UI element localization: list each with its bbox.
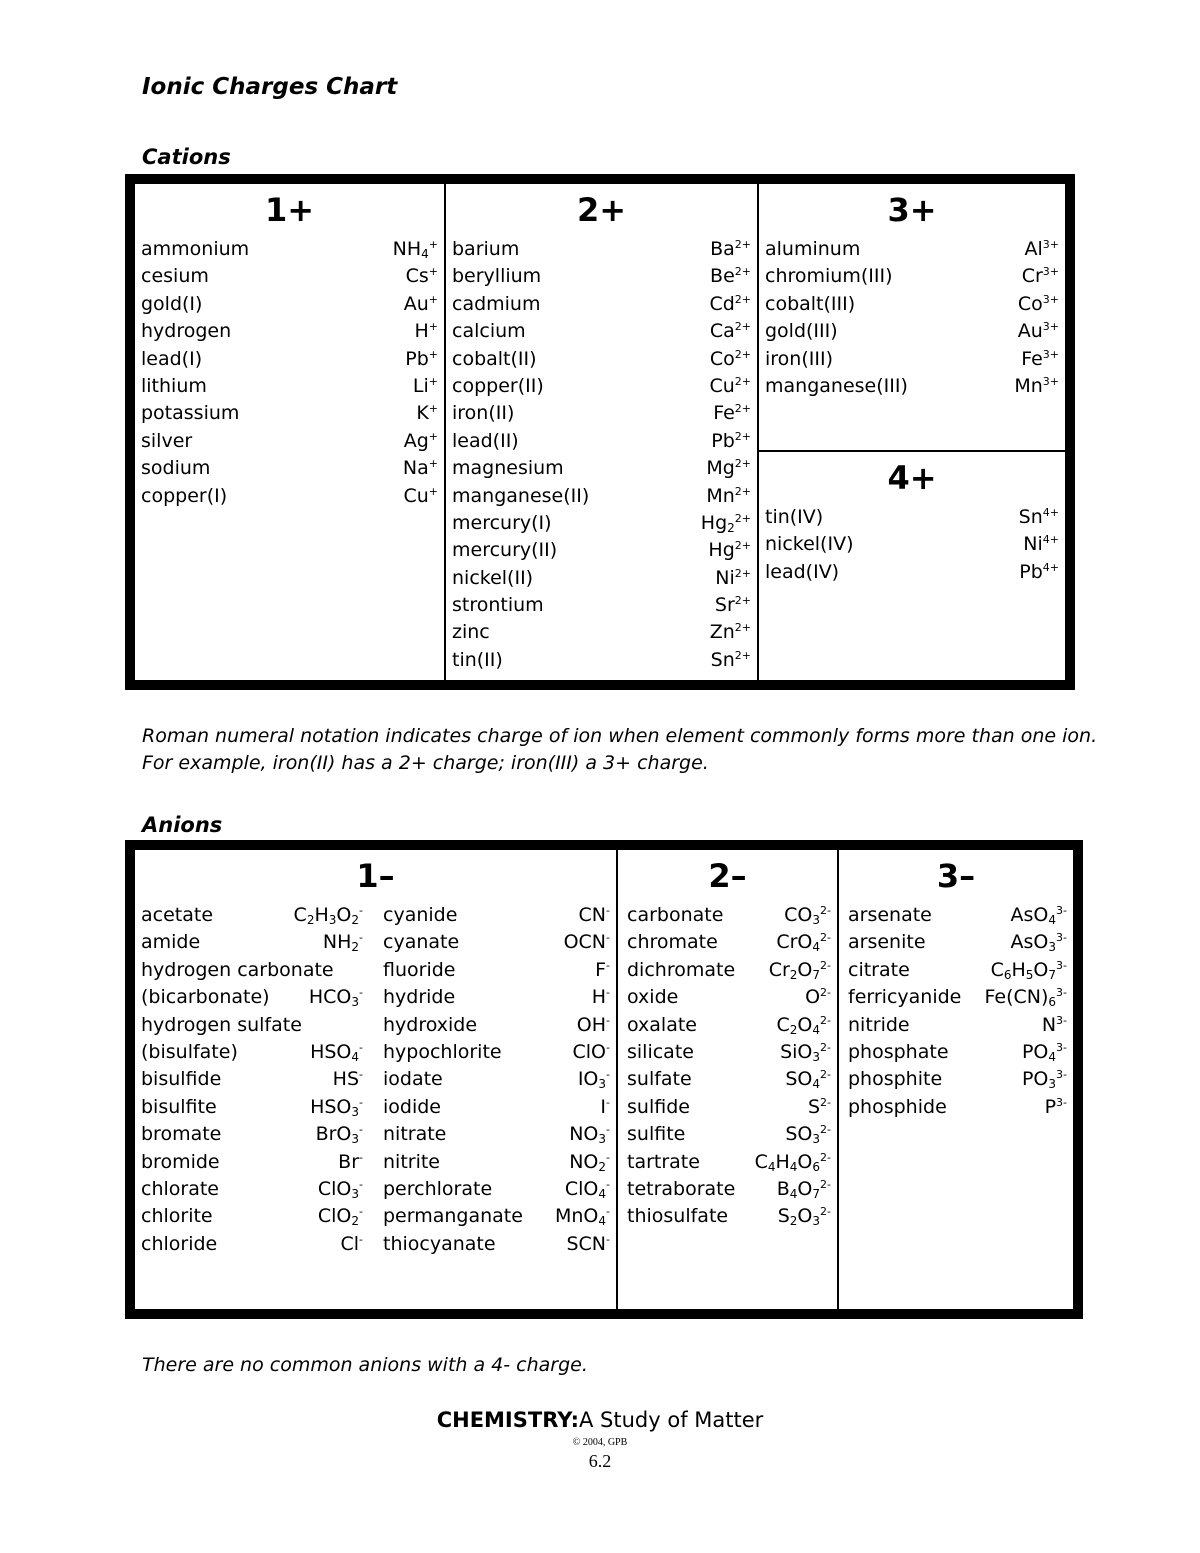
ion-row	[765, 559, 1059, 586]
ion-name: perchlorate	[383, 1177, 493, 1200]
ion-row	[765, 346, 1059, 373]
footer-brand: CHEMISTRY:	[436, 1408, 579, 1432]
ion-formula: $Ni^{4+}$	[1023, 533, 1059, 556]
ion-formula: $PO_4^{3-}$	[1021, 1040, 1067, 1064]
ion-formula: $Mn^{2+}$	[706, 484, 751, 507]
ion-name: ferricyanide	[848, 986, 962, 1009]
ion-row	[848, 929, 1067, 956]
ion-row	[383, 1121, 610, 1148]
anion-list	[135, 902, 369, 1258]
ion-formula: CrO$_4^{2-}$	[776, 931, 831, 955]
cation-list	[759, 236, 1065, 400]
ion-row	[383, 1039, 610, 1066]
ion-row	[452, 236, 751, 263]
ion-name: cyanate	[383, 931, 460, 954]
ion-formula: $C_2H_3O_2^-$	[293, 904, 363, 927]
ion-row	[141, 1094, 363, 1121]
ion-row	[765, 318, 1059, 345]
ion-formula: H-	[591, 986, 610, 1009]
ion-formula: $Fe^{2+}$	[713, 402, 751, 425]
ion-row	[452, 483, 751, 510]
ion-name: fluoride	[383, 958, 456, 981]
ion-formula: SiO$_3^{2-}$	[780, 1040, 831, 1064]
ion-row	[141, 929, 363, 956]
ion-formula: $Pb^{4+}$	[1019, 560, 1059, 583]
ion-row	[141, 984, 363, 1011]
ion-name: hypochlorite	[383, 1040, 502, 1063]
ion-row	[141, 236, 438, 263]
ion-name: chromate	[627, 931, 718, 954]
ion-row	[141, 902, 363, 929]
ion-name: cesium	[141, 265, 209, 288]
ion-formula: $Ba^{2+}$	[710, 238, 751, 260]
ion-row	[141, 1231, 363, 1258]
ion-formula: $HSO_4^-$	[310, 1040, 363, 1064]
ion-name: bromate	[141, 1123, 222, 1146]
group-heading: 1+	[264, 191, 315, 229]
ion-formula: $C_6H_5O_7^{3-}$	[990, 958, 1067, 982]
ion-row	[452, 400, 751, 427]
ion-row	[141, 263, 438, 290]
ion-name: sulfide	[627, 1095, 690, 1118]
ion-row	[383, 1203, 610, 1230]
ion-name: nitrite	[383, 1150, 440, 1173]
ion-formula: H+	[414, 320, 438, 343]
ion-name: sodium	[141, 457, 211, 480]
ion-row	[383, 984, 610, 1011]
ion-name: mercury(II)	[452, 539, 558, 562]
ion-row	[452, 510, 751, 537]
cation-list	[135, 236, 444, 510]
ion-row	[452, 291, 751, 318]
ion-name: gold(III)	[765, 320, 838, 343]
ion-row	[627, 1176, 831, 1203]
ion-name: hydride	[383, 986, 456, 1009]
ion-formula: $IO_3^-$	[577, 1068, 610, 1092]
ion-formula: $Hg^{2+}$	[708, 539, 751, 562]
ion-row	[765, 531, 1059, 558]
roman-numeral-note	[142, 723, 1097, 777]
ion-formula: $HSO_3^-$	[310, 1095, 363, 1119]
ion-formula: $Co^{3+}$	[1017, 292, 1059, 315]
note-line: Roman numeral notation indicates charge of ion when element commonly forms more than one ion.	[142, 725, 1098, 747]
ion-name: sulfite	[627, 1123, 686, 1146]
ion-row	[627, 1149, 831, 1176]
ion-formula: $Sn^{4+}$	[1018, 506, 1059, 528]
anion-list	[839, 902, 1073, 1121]
ion-name: bromide	[141, 1150, 220, 1173]
ion-formula: AsO$_3^{3-}$	[1010, 931, 1067, 955]
ion-row	[627, 1203, 831, 1230]
ion-name: nickel(IV)	[765, 533, 854, 556]
ion-name: sulfate	[627, 1068, 692, 1091]
ion-formula: $C_2O_4^{2-}$	[776, 1013, 831, 1037]
anions-table	[125, 840, 1083, 1319]
ion-row	[141, 373, 438, 400]
ion-name: phosphate	[848, 1040, 949, 1063]
ion-row	[848, 957, 1067, 984]
ion-formula: Li+	[412, 374, 438, 397]
ion-name: chlorate	[141, 1177, 219, 1200]
ion-formula: $B_4O_7^{2-}$	[776, 1177, 831, 1201]
ion-name: cobalt(II)	[452, 347, 537, 370]
ion-formula: Pb+	[405, 347, 438, 370]
ion-formula: $NH_4^+$	[392, 238, 438, 261]
ion-row	[452, 428, 751, 455]
ion-name: cyanide	[383, 904, 458, 926]
ion-formula: I-	[600, 1095, 610, 1118]
ion-name: (bicarbonate)	[141, 986, 270, 1009]
ion-name: tin(IV)	[765, 506, 824, 528]
ion-formula: $Ni^{2+}$	[715, 566, 751, 589]
ion-formula: $S_2O_3^{2-}$	[777, 1205, 831, 1229]
ion-row	[452, 565, 751, 592]
ion-formula: $P^{3-}$	[1044, 1095, 1067, 1118]
ion-formula: Au+	[403, 292, 438, 315]
note-line: For example, iron(II) has a 2+ charge; iron(III) a 3+ charge.	[142, 752, 709, 774]
ion-name: tetraborate	[627, 1177, 736, 1200]
ion-name: manganese(III)	[765, 374, 908, 397]
ion-formula: $Sr^{2+}$	[714, 594, 751, 617]
cations-heading: Cations	[142, 145, 231, 169]
cations-table	[125, 174, 1075, 690]
ion-row	[765, 236, 1059, 263]
ion-formula: $C_4H_4O_6^{2-}$	[754, 1150, 831, 1174]
page-number: 6.2	[588, 1451, 612, 1471]
ion-row	[452, 537, 751, 564]
ion-name: lead(II)	[452, 429, 519, 452]
ion-row	[452, 318, 751, 345]
ion-row	[141, 428, 438, 455]
ion-row	[383, 1012, 610, 1039]
group-heading: 4+	[887, 459, 937, 497]
ion-row	[141, 318, 438, 345]
ion-formula: MnO$_4$-	[554, 1205, 610, 1229]
ion-formula: $SO_3^{2-}$	[785, 1123, 831, 1147]
ion-formula: F-	[595, 958, 610, 981]
ion-name: cobalt(III)	[765, 292, 856, 315]
ion-name: cadmium	[452, 292, 541, 315]
ion-name: gold(I)	[141, 292, 203, 315]
ion-formula: CN-	[578, 904, 610, 926]
footer-copyright: © 2004, GPB	[572, 1437, 628, 1448]
ion-row	[452, 647, 751, 674]
ion-formula: $CO_3^{2-}$	[784, 904, 831, 927]
ion-name: lead(IV)	[765, 560, 840, 583]
anion-list	[618, 902, 837, 1231]
ion-row	[627, 957, 831, 984]
cation-col-2plus	[446, 184, 759, 680]
anion-col-3minus	[839, 850, 1073, 1309]
ion-row	[627, 1121, 831, 1148]
ion-row	[141, 1203, 363, 1230]
ion-name: citrate	[848, 958, 910, 981]
ion-formula: $Cd^{2+}$	[709, 292, 751, 315]
ion-formula: $Al^{3+}$	[1024, 238, 1059, 260]
ion-formula: $Cu^{2+}$	[709, 374, 751, 397]
ion-name: lead(I)	[141, 347, 203, 370]
ion-name: chlorite	[141, 1205, 213, 1228]
ion-name: oxide	[627, 986, 679, 1009]
ion-name: mercury(I)	[452, 511, 552, 534]
ion-formula: $Hg_2^{2+}$	[700, 511, 751, 535]
footer-title	[0, 1408, 1200, 1432]
cation-col-1plus	[135, 184, 446, 680]
ion-formula: ClO-	[572, 1040, 610, 1063]
ion-name: dichromate	[627, 958, 736, 981]
ion-name: magnesium	[452, 457, 564, 480]
group-heading: 2–	[708, 857, 747, 895]
ion-name: permanganate	[383, 1205, 523, 1228]
ion-formula: $Fe^{3+}$	[1021, 347, 1059, 370]
ion-formula: OCN-	[563, 931, 610, 954]
ion-name: iron(II)	[452, 402, 515, 425]
ion-formula: Na+	[402, 457, 438, 480]
ion-formula: $S^{2-}$	[807, 1095, 831, 1118]
ion-name: hydrogen carbonate	[141, 958, 334, 981]
ion-formula: $Sn^{2+}$	[710, 648, 751, 671]
page-title: Ionic Charges Chart	[142, 74, 398, 100]
ion-formula: $Au^{3+}$	[1017, 320, 1059, 343]
ion-name: thiocyanate	[383, 1232, 496, 1255]
ion-name: bisulfite	[141, 1095, 217, 1118]
ion-row	[141, 957, 363, 984]
ion-row	[627, 1094, 831, 1121]
ion-name: ammonium	[141, 238, 250, 260]
ion-formula: $NH_2^-$	[322, 931, 363, 955]
footer-subtitle: A Study of Matter	[579, 1408, 764, 1432]
ion-formula: $Zn^{2+}$	[709, 621, 751, 644]
ion-name: carbonate	[627, 904, 724, 926]
ion-row	[627, 902, 831, 929]
ion-row	[627, 984, 831, 1011]
ion-row	[383, 1176, 610, 1203]
ion-row	[452, 346, 751, 373]
ion-row	[383, 902, 610, 929]
ion-formula: ClO$_2$-	[317, 1205, 363, 1229]
ion-row	[141, 346, 438, 373]
ion-row	[765, 373, 1059, 400]
ion-row	[627, 1039, 831, 1066]
anion-col-2minus	[618, 850, 839, 1309]
ion-name: arsenate	[848, 904, 932, 926]
ion-name: thiosulfate	[627, 1205, 729, 1228]
cation-list	[759, 504, 1065, 586]
ion-name: calcium	[452, 320, 526, 343]
ion-formula: $Pb^{2+}$	[711, 429, 751, 452]
ion-formula: $PO_3^{3-}$	[1021, 1068, 1067, 1092]
group-heading: 3+	[887, 191, 937, 229]
ion-row	[765, 263, 1059, 290]
ion-row	[141, 483, 438, 510]
ion-name: potassium	[141, 402, 240, 425]
ion-formula: BrO$_3$-	[315, 1123, 363, 1147]
anion-list	[369, 902, 616, 1258]
ion-name: copper(I)	[141, 484, 228, 507]
ion-formula: AsO$_4^{3-}$	[1010, 904, 1067, 927]
ion-formula: $Mn^{3+}$	[1014, 374, 1059, 397]
group-heading: 2+	[576, 191, 627, 229]
ion-row	[765, 504, 1059, 531]
ion-row	[627, 1066, 831, 1093]
ion-row	[383, 929, 610, 956]
ion-name: copper(II)	[452, 374, 544, 397]
ion-formula: Cu+	[403, 484, 438, 507]
ion-formula: $Mg^{2+}$	[706, 457, 751, 480]
ion-formula: SCN-	[566, 1232, 610, 1255]
ion-name: hydrogen sulfate	[141, 1013, 302, 1036]
ion-formula: $Co^{2+}$	[709, 347, 751, 370]
ion-formula: Cs+	[405, 265, 438, 288]
ion-name: manganese(II)	[452, 484, 590, 507]
ion-formula: ClO$_4$-	[564, 1177, 610, 1201]
ion-formula: $HCO_3^-$	[308, 986, 363, 1010]
ion-formula: Ag+	[403, 429, 438, 452]
ion-row	[627, 1012, 831, 1039]
ion-formula: $NO_2^-$	[569, 1150, 610, 1174]
ion-row	[627, 929, 831, 956]
ion-name: hydrogen	[141, 320, 232, 343]
ion-row	[452, 455, 751, 482]
ion-name: barium	[452, 238, 520, 260]
ion-row	[848, 1094, 1067, 1121]
ion-formula: $O^{2-}$	[805, 986, 831, 1009]
ion-name: beryllium	[452, 265, 542, 288]
cation-list	[446, 236, 757, 674]
ion-formula: $N^{3-}$	[1041, 1013, 1067, 1036]
ion-row	[452, 263, 751, 290]
ion-row	[141, 455, 438, 482]
group-heading: 3–	[936, 857, 976, 895]
group-heading: 1–	[356, 857, 395, 895]
ion-name: lithium	[141, 374, 207, 397]
ion-formula: ClO$_3$-	[317, 1177, 363, 1201]
ion-name: hydroxide	[383, 1013, 478, 1036]
ion-formula: K+	[416, 402, 438, 425]
cation-col-3plus-4plus	[759, 184, 1065, 680]
anion-col-1minus	[135, 850, 618, 1309]
ion-formula: $Cr_2O_7^{2-}$	[768, 958, 831, 982]
ion-row	[141, 291, 438, 318]
ion-row	[848, 1039, 1067, 1066]
ion-name: nitride	[848, 1013, 910, 1036]
ion-row	[141, 1121, 363, 1148]
ion-row	[141, 1149, 363, 1176]
ion-row	[848, 902, 1067, 929]
ion-name: tin(II)	[452, 648, 503, 671]
ion-name: nickel(II)	[452, 566, 534, 589]
ion-formula: $Cr^{3+}$	[1021, 265, 1059, 288]
ion-name: phosphide	[848, 1095, 947, 1118]
ion-row	[141, 400, 438, 427]
ion-name: aluminum	[765, 238, 861, 260]
ion-row	[383, 1149, 610, 1176]
ion-row	[452, 619, 751, 646]
ion-name: acetate	[141, 904, 214, 926]
ion-formula: $Fe(CN)_6^{3-}$	[984, 986, 1067, 1010]
ion-name: bisulfide	[141, 1068, 222, 1091]
ion-name: oxalate	[627, 1013, 697, 1036]
ion-name: zinc	[452, 621, 490, 644]
ion-row	[383, 957, 610, 984]
ion-name: iron(III)	[765, 347, 833, 370]
ion-name: strontium	[452, 594, 544, 617]
ion-name: tartrate	[627, 1150, 700, 1173]
ion-row	[765, 291, 1059, 318]
ion-formula: $Be^{2+}$	[710, 265, 751, 288]
ion-row	[452, 373, 751, 400]
ion-name: chloride	[141, 1232, 218, 1255]
ion-formula: $NO_3^-$	[569, 1123, 610, 1147]
ion-row	[452, 592, 751, 619]
ion-row	[848, 1066, 1067, 1093]
ion-row	[848, 1012, 1067, 1039]
ion-formula: Br-	[338, 1150, 363, 1173]
ion-name: (bisulfate)	[141, 1040, 238, 1063]
ion-formula: Cl-	[340, 1232, 363, 1255]
ion-name: iodide	[383, 1095, 441, 1118]
ion-name: chromium(III)	[765, 265, 893, 288]
anions-heading: Anions	[142, 813, 223, 837]
ion-formula: $SO_4^{2-}$	[785, 1068, 831, 1092]
ion-row	[141, 1066, 363, 1093]
ion-row	[383, 1231, 610, 1258]
ion-name: arsenite	[848, 931, 926, 954]
ion-row	[383, 1094, 610, 1121]
ion-formula: OH-	[576, 1013, 610, 1036]
ion-row	[848, 984, 1067, 1011]
ion-name: phosphite	[848, 1068, 943, 1091]
ion-row	[383, 1066, 610, 1093]
ion-name: nitrate	[383, 1123, 447, 1146]
ion-name: amide	[141, 931, 201, 954]
ion-name: iodate	[383, 1068, 443, 1091]
ion-name: silver	[141, 429, 193, 452]
ion-formula: $Ca^{2+}$	[709, 320, 751, 343]
anion-note: There are no common anions with a 4- charge.	[142, 1354, 588, 1376]
ion-row	[141, 1176, 363, 1203]
ion-row	[141, 1039, 363, 1066]
ion-formula: HS-	[332, 1068, 363, 1091]
ion-row	[141, 1012, 363, 1039]
ion-name: silicate	[627, 1040, 694, 1063]
